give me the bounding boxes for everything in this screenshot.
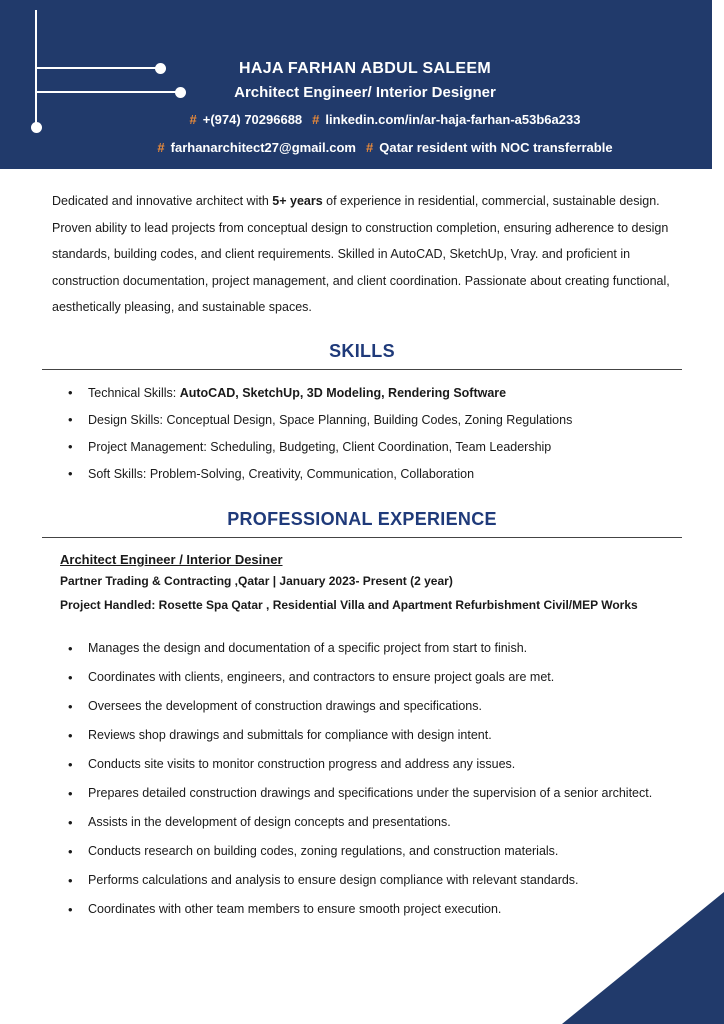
skill-item — [54, 383, 684, 410]
experience-divider — [42, 537, 682, 538]
skill-item — [54, 410, 684, 437]
skill-label: Design Skills: — [88, 413, 167, 427]
linkedin-link[interactable]: linkedin.com/in/ar-haja-farhan-a53b6a233 — [325, 112, 581, 127]
hash-icon: # — [312, 112, 320, 127]
list-item: • Oversees the development of construction drawings and specifications. — [54, 692, 694, 721]
skill-label: Technical Skills: — [88, 386, 180, 400]
skill-item — [54, 437, 684, 464]
hash-icon: # — [189, 112, 197, 127]
job-title: Architect Engineer / Interior Desiner — [60, 552, 283, 567]
job-project: Project Handled: Rosette Spa Qatar , Residential Villa and Apartment Refurbishment Civil/MEP Works — [60, 598, 638, 612]
hash-icon: # — [366, 140, 374, 155]
email-link[interactable]: farhanarchitect27@gmail.com — [170, 140, 356, 155]
skills-divider — [42, 369, 682, 370]
summary-highlight: 5+ years — [272, 194, 323, 208]
list-item: • Performs calculations and analysis to ensure design compliance with relevant standards. — [54, 866, 694, 895]
list-item: • Coordinates with clients, engineers, and contractors to ensure project goals are met. — [54, 663, 694, 692]
skill-value: Problem-Solving, Creativity, Communication, Collaboration — [149, 467, 475, 481]
skill-label: Soft Skills: — [88, 467, 150, 481]
skill-label: Project Management: — [88, 440, 211, 454]
list-item: • Conducts site visits to monitor construction progress and address any issues. — [54, 750, 694, 779]
candidate-name: HAJA FARHAN ABDUL SALEEM — [239, 60, 491, 77]
list-item: • Prepares detailed construction drawings and specifications under the supervision of a senior architect. — [54, 779, 694, 808]
contact-line-2 — [40, 140, 724, 155]
skills-heading: SKILLS — [329, 341, 395, 361]
decorative-corner-triangle — [562, 892, 724, 1024]
job-company: Partner Trading & Contracting ,Qatar | January 2023- Present (2 year) — [60, 574, 453, 588]
experience-heading: PROFESSIONAL EXPERIENCE — [227, 509, 497, 529]
contact-line-1 — [40, 112, 724, 127]
header-banner — [0, 0, 712, 169]
list-item: • Coordinates with other team members to ensure smooth project execution. — [54, 895, 694, 924]
candidate-title: Architect Engineer/ Interior Designer — [234, 84, 496, 101]
skills-list — [54, 383, 684, 491]
skill-item — [54, 464, 684, 491]
list-item: • Manages the design and documentation of a specific project from start to finish. — [54, 634, 694, 663]
list-item: • Reviews shop drawings and submittals for compliance with design intent. — [54, 721, 694, 750]
skill-value: AutoCAD, SketchUp, 3D Modeling, Rendering Software — [179, 386, 507, 400]
hash-icon: # — [157, 140, 165, 155]
list-item: • Conducts research on building codes, zoning regulations, and construction materials. — [54, 837, 694, 866]
summary-text-rest: of experience in residential, commercial, sustainable design. Proven ability to lead projects from conceptual design to construction completion, ensuring adherence to design standards, building codes, and client requirements. Skilled in AutoCAD, SketchUp, Vray. and proficient in construction documentation, project management, and client coordination. Passionate about creating functional, aesthetically pleasing, and sustainable spaces. — [52, 194, 670, 314]
skill-value: Scheduling, Budgeting, Client Coordination, Team Leadership — [210, 440, 552, 454]
list-item: • Assists in the development of design concepts and presentations. — [54, 808, 694, 837]
summary-text: Dedicated and innovative architect with — [52, 194, 273, 208]
phone: +(974) 70296688 — [202, 112, 303, 127]
decorative-line-1 — [37, 67, 160, 69]
responsibilities-list — [54, 634, 694, 924]
professional-summary — [52, 188, 692, 321]
decorative-vertical-line — [35, 10, 37, 128]
residency: Qatar resident with NOC transferrable — [379, 140, 613, 155]
skill-value: Conceptual Design, Space Planning, Building Codes, Zoning Regulations — [166, 413, 573, 427]
